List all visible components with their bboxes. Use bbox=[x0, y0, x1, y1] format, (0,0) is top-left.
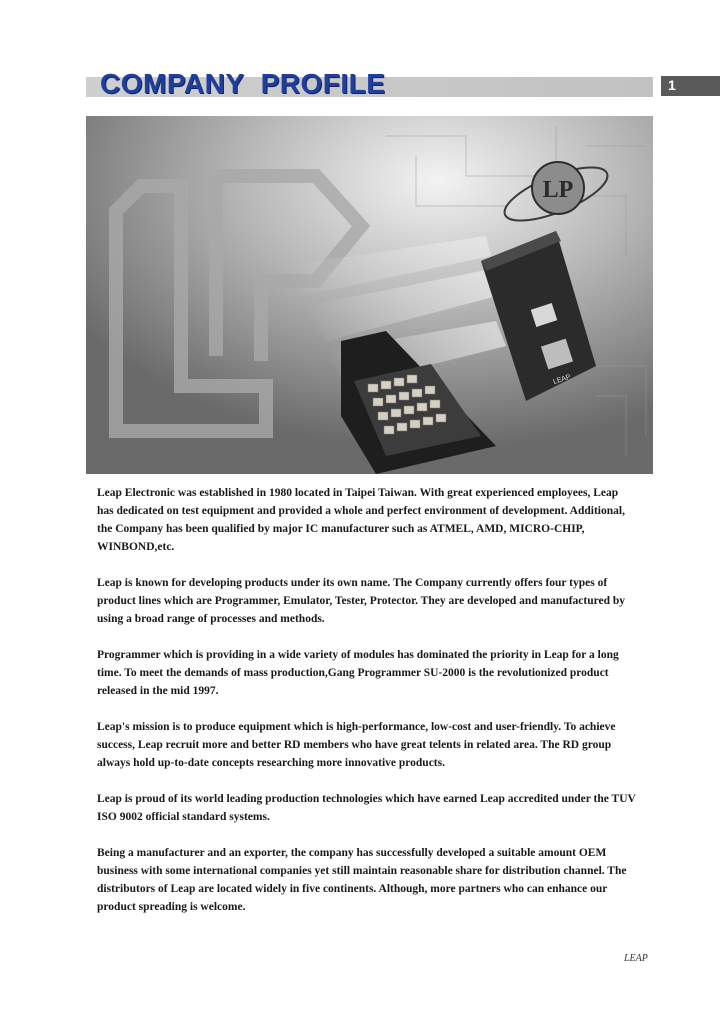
paragraph-distribution: Being a manufacturer and an exporter, the company has successfully developed a suitable amount OEM business with some international companies yet still maintain reasonable share for distribution channel. The distributors of Leap are located widely in five continents. Although, more partners who can enhance our product spreading is welcome. bbox=[97, 847, 627, 913]
hero-illustration bbox=[86, 116, 653, 474]
paragraph-history: Leap Electronic was established in 1980 located in Taipei Taiwan. With great experienced employees, Leap has dedicated on test equipment and provided a whole and perfect environment of development. Additional, the Company has been qualified by major IC manufacturer such as ATMEL, AMD, MICRO-CHIP, WINBOND,etc. bbox=[97, 487, 625, 553]
footer-brand: LEAP bbox=[624, 953, 648, 964]
paragraph-certification: Leap is proud of its world leading production technologies which have earned Leap accredited under the TUV ISO 9002 official standard systems. bbox=[97, 793, 636, 823]
paragraph-product-lines: Leap is known for developing products under its own name. The Company currently offers four types of product lines which are Programmer, Emulator, Tester, Protector. They are developed and manufactured by using a broad range of processes and methods. bbox=[97, 577, 626, 625]
paragraph-programmer: Programmer which is providing in a wide variety of modules has dominated the priority in Leap for a long time. To meet the demands of mass production,Gang Programmer SU-2000 is the revolutionized product released in the mid 1997. bbox=[97, 649, 619, 697]
company-description bbox=[97, 484, 637, 934]
orbit-logo-letters: LP bbox=[542, 177, 574, 203]
page-title: COMPANY PROFILE bbox=[100, 68, 386, 99]
chip-label: LEAP bbox=[552, 373, 572, 386]
paragraph-mission: Leap's mission is to produce equipment which is high-performance, low-cost and user-friendly. To achieve success, Leap recruit more and better RD members who have great telents in related area. The RD group always hold up-to-date concepts researching more innovative products. bbox=[97, 721, 616, 769]
page-number: 1 bbox=[668, 77, 676, 93]
hero-image bbox=[86, 116, 653, 474]
